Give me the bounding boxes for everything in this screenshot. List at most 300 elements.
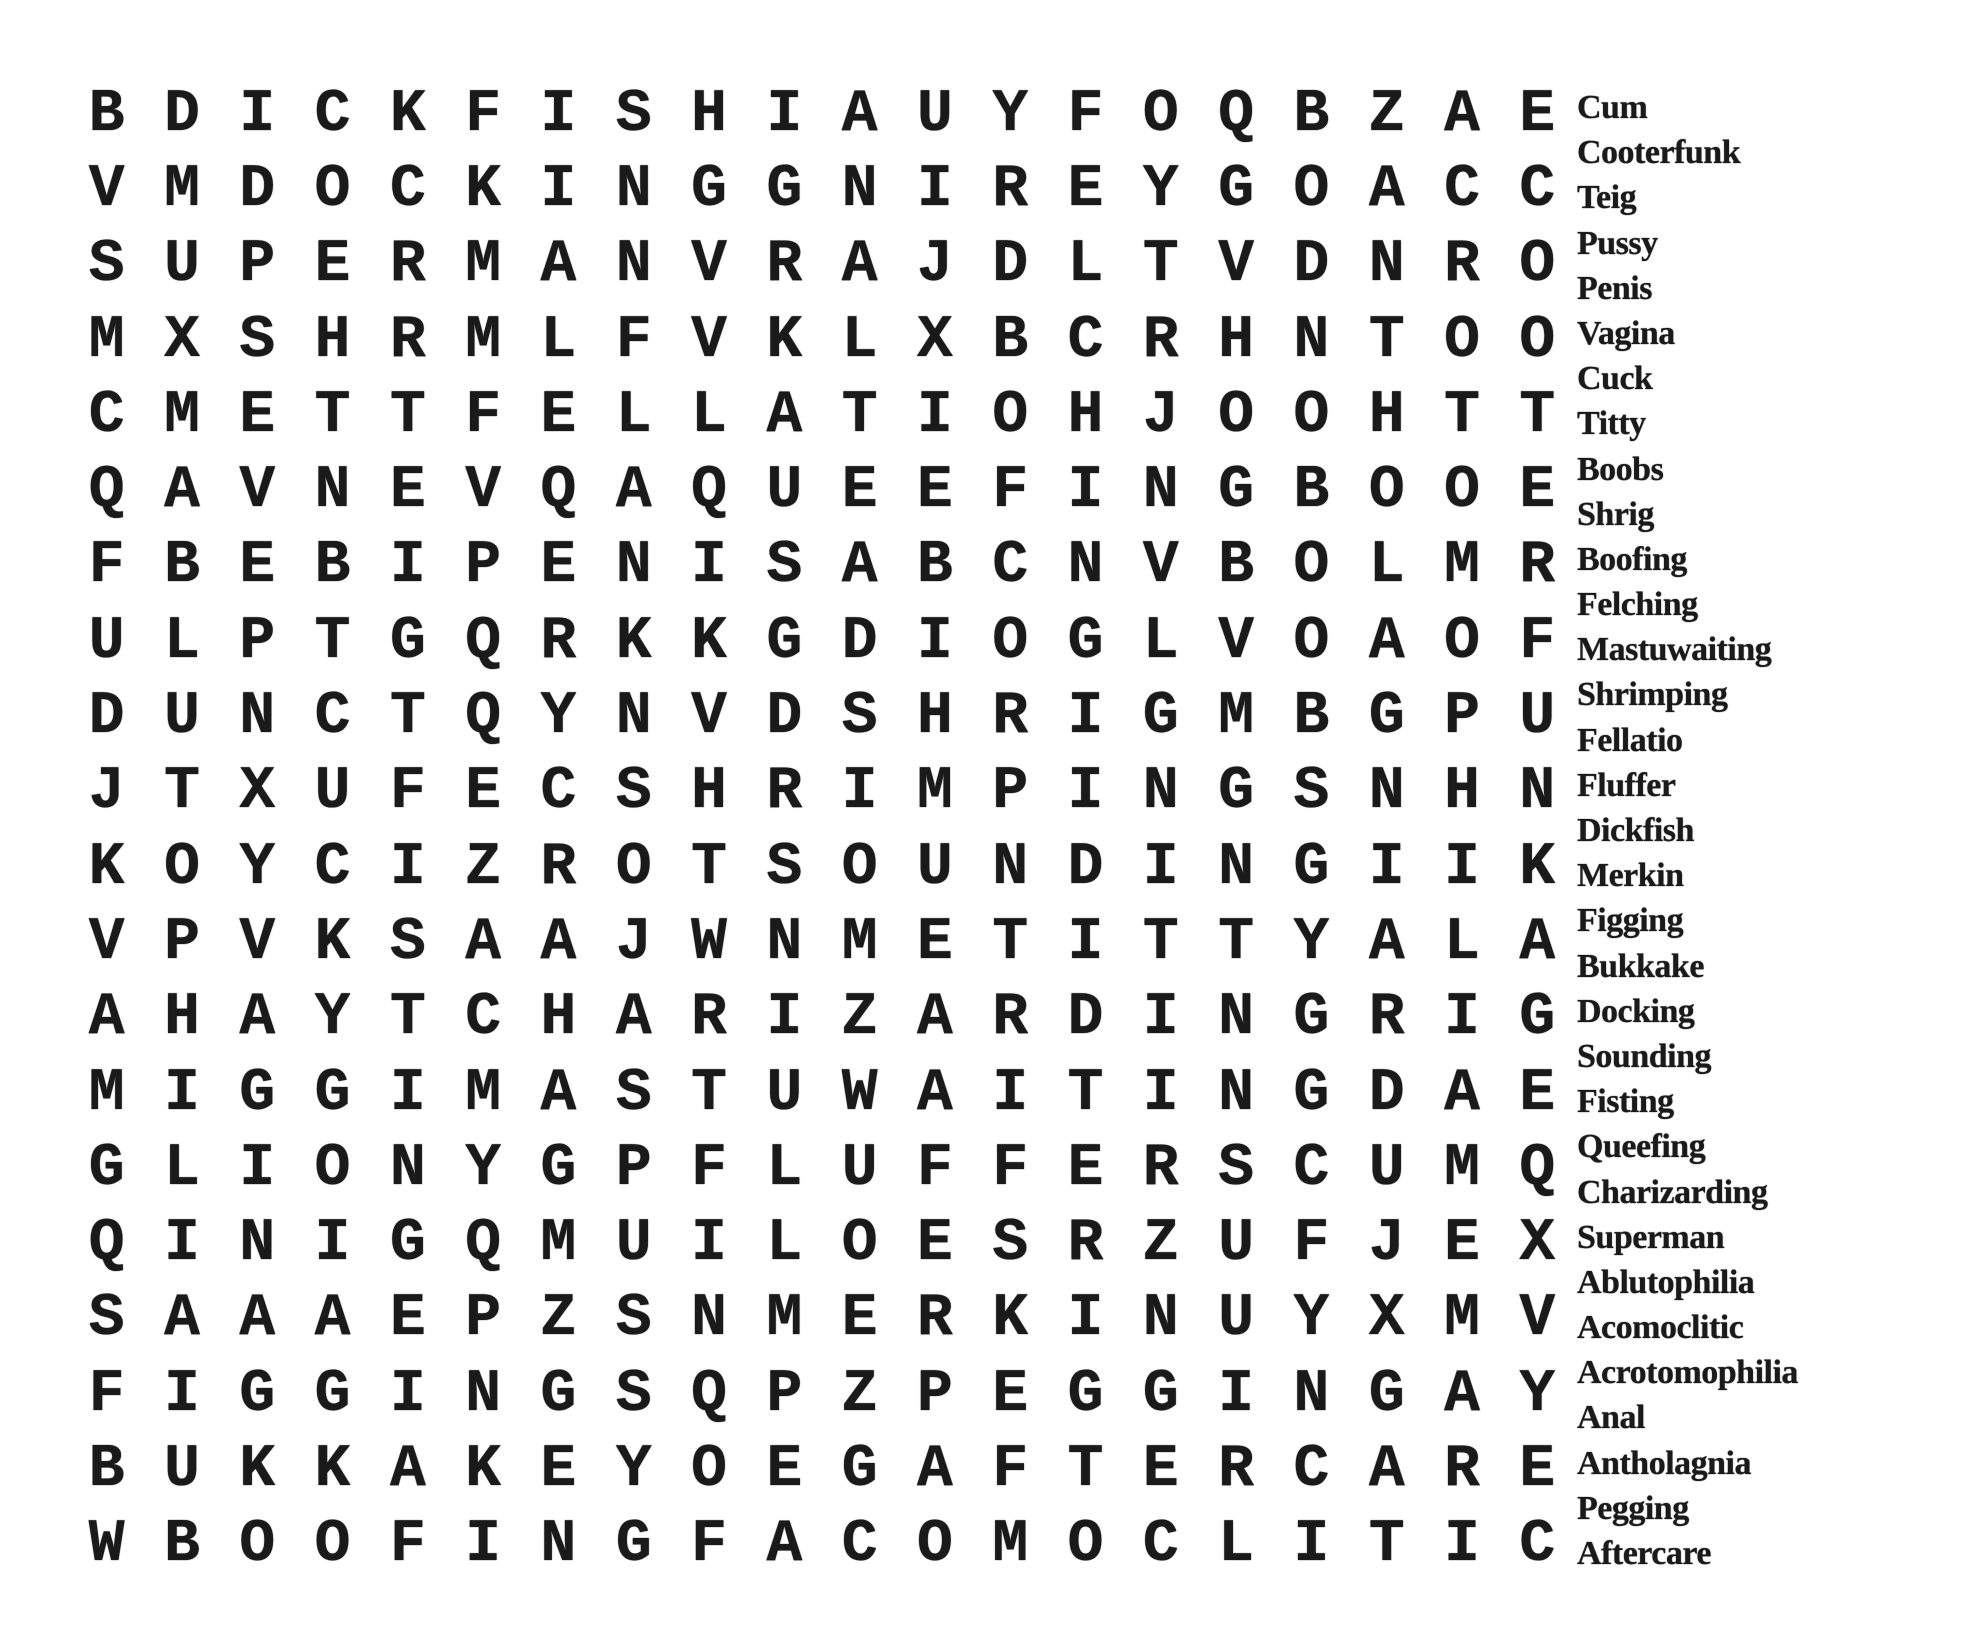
grid-cell: I <box>766 80 803 149</box>
grid-cell: Q <box>465 607 502 676</box>
grid-cell: O <box>239 1511 276 1580</box>
grid-cell: R <box>691 984 728 1053</box>
grid-cell: S <box>615 1059 652 1128</box>
grid-cell: F <box>1293 1210 1330 1279</box>
grid-cell: S <box>841 683 878 752</box>
grid-cell: B <box>1293 457 1330 526</box>
grid-cell: K <box>615 607 652 676</box>
grid-cell: O <box>615 833 652 902</box>
grid-cell: M <box>841 908 878 977</box>
grid-cell: A <box>1443 80 1480 149</box>
word-list-item: Fluffer <box>1577 766 1676 804</box>
grid-cell: F <box>992 1435 1029 1504</box>
grid-cell: O <box>314 1134 351 1203</box>
grid-cell: I <box>389 1059 426 1128</box>
grid-cell: R <box>992 984 1029 1053</box>
grid-cell: G <box>1067 607 1104 676</box>
grid-cell: O <box>1293 607 1330 676</box>
grid-cell: N <box>389 1134 426 1203</box>
grid-row <box>69 604 1575 679</box>
grid-cell: F <box>992 457 1029 526</box>
grid-cell: P <box>239 231 276 300</box>
grid-cell: I <box>1142 833 1179 902</box>
grid-cell: U <box>1519 683 1556 752</box>
grid-cell: M <box>540 1210 577 1279</box>
grid-cell: T <box>1067 1435 1104 1504</box>
grid-cell: O <box>314 155 351 224</box>
grid-cell: I <box>239 1134 276 1203</box>
grid-cell: D <box>1067 984 1104 1053</box>
grid-cell: N <box>691 1285 728 1354</box>
grid-cell: Q <box>691 457 728 526</box>
grid-cell: H <box>314 306 351 375</box>
grid-row <box>69 378 1575 453</box>
grid-cell: R <box>1218 1435 1255 1504</box>
grid-cell: A <box>1368 908 1405 977</box>
grid-row <box>69 905 1575 980</box>
grid-cell: L <box>163 1134 200 1203</box>
grid-cell: M <box>992 1511 1029 1580</box>
grid-cell: M <box>916 758 953 827</box>
grid-cell: E <box>540 1435 577 1504</box>
grid-cell: N <box>841 155 878 224</box>
grid-cell: I <box>1443 984 1480 1053</box>
grid-cell: U <box>1368 1134 1405 1203</box>
grid-cell: G <box>1218 457 1255 526</box>
word-list-item: Fisting <box>1577 1083 1674 1121</box>
grid-cell: I <box>389 833 426 902</box>
grid-cell: G <box>239 1360 276 1429</box>
grid-cell: R <box>540 607 577 676</box>
grid-cell: A <box>916 984 953 1053</box>
letter-grid <box>69 77 1575 1583</box>
grid-row <box>69 830 1575 905</box>
grid-cell: E <box>992 1360 1029 1429</box>
grid-cell: N <box>615 532 652 601</box>
grid-cell: A <box>540 231 577 300</box>
grid-row <box>69 1432 1575 1507</box>
grid-cell: G <box>841 1435 878 1504</box>
grid-cell: G <box>766 607 803 676</box>
grid-cell: N <box>1142 1285 1179 1354</box>
grid-cell: A <box>615 984 652 1053</box>
grid-cell: A <box>540 908 577 977</box>
grid-cell: E <box>389 1285 426 1354</box>
grid-cell: A <box>916 1059 953 1128</box>
word-list-item: Felching <box>1577 586 1698 624</box>
grid-cell: N <box>1218 1059 1255 1128</box>
grid-cell: V <box>1218 607 1255 676</box>
grid-cell: R <box>389 306 426 375</box>
grid-cell: N <box>314 457 351 526</box>
grid-cell: V <box>1218 231 1255 300</box>
word-list-item: Cuck <box>1577 360 1653 398</box>
grid-cell: U <box>1218 1210 1255 1279</box>
grid-cell: I <box>1368 833 1405 902</box>
grid-cell: E <box>1519 457 1556 526</box>
grid-cell: M <box>163 381 200 450</box>
grid-cell: C <box>465 984 502 1053</box>
grid-cell: P <box>239 607 276 676</box>
grid-cell: N <box>239 683 276 752</box>
grid-cell: F <box>1067 80 1104 149</box>
grid-cell: G <box>314 1360 351 1429</box>
grid-cell: U <box>88 607 125 676</box>
grid-cell: B <box>916 532 953 601</box>
grid-cell: F <box>992 1134 1029 1203</box>
grid-cell: P <box>615 1134 652 1203</box>
grid-cell: T <box>314 381 351 450</box>
grid-cell: A <box>239 1285 276 1354</box>
grid-cell: I <box>916 381 953 450</box>
grid-cell: K <box>1519 833 1556 902</box>
grid-cell: Y <box>314 984 351 1053</box>
grid-cell: C <box>1067 306 1104 375</box>
word-list-item: Penis <box>1577 269 1652 307</box>
word-list-item: Boofing <box>1577 540 1687 578</box>
grid-cell: L <box>1218 1511 1255 1580</box>
grid-cell: C <box>841 1511 878 1580</box>
grid-cell: A <box>239 984 276 1053</box>
grid-cell: R <box>1142 306 1179 375</box>
grid-cell: N <box>465 1360 502 1429</box>
grid-cell: V <box>1142 532 1179 601</box>
word-list-item: Antholagnia <box>1577 1444 1751 1482</box>
grid-cell: U <box>766 1059 803 1128</box>
grid-cell: W <box>691 908 728 977</box>
grid-cell: R <box>916 1285 953 1354</box>
grid-cell: R <box>766 231 803 300</box>
grid-cell: G <box>1142 683 1179 752</box>
grid-cell: U <box>163 683 200 752</box>
grid-cell: V <box>691 231 728 300</box>
grid-cell: I <box>1067 457 1104 526</box>
grid-cell: E <box>841 1285 878 1354</box>
grid-cell: N <box>1218 833 1255 902</box>
grid-cell: H <box>1218 306 1255 375</box>
grid-cell: A <box>615 457 652 526</box>
grid-cell: I <box>1067 1285 1104 1354</box>
grid-cell: Y <box>1293 1285 1330 1354</box>
grid-cell: E <box>540 532 577 601</box>
grid-cell: L <box>766 1134 803 1203</box>
grid-cell: T <box>992 908 1029 977</box>
grid-cell: Z <box>540 1285 577 1354</box>
grid-cell: I <box>163 1360 200 1429</box>
word-list-item: Anal <box>1577 1399 1645 1437</box>
grid-cell: I <box>691 532 728 601</box>
grid-cell: S <box>88 1285 125 1354</box>
grid-cell: R <box>1142 1134 1179 1203</box>
grid-cell: F <box>465 381 502 450</box>
grid-cell: N <box>615 155 652 224</box>
word-list-item: Shrimping <box>1577 676 1728 714</box>
grid-cell: H <box>1368 381 1405 450</box>
grid-cell: M <box>766 1285 803 1354</box>
grid-cell: H <box>691 80 728 149</box>
word-list-item: Docking <box>1577 992 1695 1030</box>
grid-cell: D <box>1368 1059 1405 1128</box>
grid-cell: O <box>916 1511 953 1580</box>
grid-cell: A <box>540 1059 577 1128</box>
grid-cell: O <box>691 1435 728 1504</box>
grid-cell: T <box>691 833 728 902</box>
grid-cell: Y <box>1519 1360 1556 1429</box>
grid-cell: U <box>314 758 351 827</box>
grid-cell: T <box>1067 1059 1104 1128</box>
grid-cell: O <box>1293 381 1330 450</box>
grid-cell: S <box>239 306 276 375</box>
grid-cell: O <box>1443 306 1480 375</box>
grid-cell: O <box>1293 532 1330 601</box>
word-list-item: Superman <box>1577 1218 1725 1256</box>
grid-cell: Y <box>615 1435 652 1504</box>
grid-cell: C <box>1293 1435 1330 1504</box>
grid-cell: W <box>88 1511 125 1580</box>
grid-cell: E <box>540 381 577 450</box>
grid-cell: K <box>691 607 728 676</box>
grid-cell: G <box>1293 1059 1330 1128</box>
grid-cell: O <box>841 1210 878 1279</box>
grid-cell: U <box>766 457 803 526</box>
grid-cell: G <box>1218 758 1255 827</box>
grid-cell: V <box>239 908 276 977</box>
grid-cell: E <box>1067 155 1104 224</box>
grid-cell: X <box>1519 1210 1556 1279</box>
grid-cell: G <box>314 1059 351 1128</box>
grid-cell: Z <box>465 833 502 902</box>
grid-cell: N <box>1218 984 1255 1053</box>
grid-cell: W <box>841 1059 878 1128</box>
grid-cell: S <box>1218 1134 1255 1203</box>
grid-cell: H <box>540 984 577 1053</box>
grid-cell: E <box>916 1210 953 1279</box>
grid-row <box>69 453 1575 528</box>
grid-cell: N <box>615 683 652 752</box>
grid-cell: Q <box>540 457 577 526</box>
grid-cell: O <box>992 607 1029 676</box>
grid-cell: H <box>1067 381 1104 450</box>
grid-cell: M <box>1443 1285 1480 1354</box>
grid-cell: I <box>691 1210 728 1279</box>
grid-cell: I <box>163 1210 200 1279</box>
word-list <box>1577 85 1798 1576</box>
grid-cell: T <box>389 984 426 1053</box>
grid-cell: A <box>841 532 878 601</box>
grid-row <box>69 755 1575 830</box>
grid-cell: Y <box>1293 908 1330 977</box>
grid-cell: G <box>1368 683 1405 752</box>
grid-cell: M <box>1218 683 1255 752</box>
grid-cell: T <box>1142 908 1179 977</box>
grid-cell: F <box>465 80 502 149</box>
grid-cell: Q <box>88 457 125 526</box>
grid-cell: D <box>88 683 125 752</box>
grid-cell: I <box>992 1059 1029 1128</box>
word-list-item: Charizarding <box>1577 1173 1768 1211</box>
grid-cell: C <box>1142 1511 1179 1580</box>
grid-cell: O <box>1519 306 1556 375</box>
grid-cell: V <box>465 457 502 526</box>
grid-cell: F <box>88 1360 125 1429</box>
grid-cell: H <box>916 683 953 752</box>
grid-cell: F <box>389 1511 426 1580</box>
grid-cell: B <box>163 1511 200 1580</box>
word-list-item: Acomoclitic <box>1577 1309 1744 1347</box>
grid-cell: S <box>615 80 652 149</box>
grid-cell: C <box>1443 155 1480 224</box>
grid-cell: L <box>1067 231 1104 300</box>
grid-cell: G <box>691 155 728 224</box>
grid-cell: F <box>691 1511 728 1580</box>
grid-cell: H <box>691 758 728 827</box>
grid-row <box>69 1508 1575 1583</box>
grid-cell: N <box>239 1210 276 1279</box>
grid-cell: I <box>1443 833 1480 902</box>
grid-cell: I <box>540 80 577 149</box>
grid-cell: R <box>1519 532 1556 601</box>
grid-cell: I <box>314 1210 351 1279</box>
grid-cell: J <box>88 758 125 827</box>
word-list-item: Cum <box>1577 89 1648 126</box>
grid-cell: D <box>1293 231 1330 300</box>
grid-cell: F <box>615 306 652 375</box>
grid-cell: Y <box>992 80 1029 149</box>
grid-cell: P <box>163 908 200 977</box>
grid-cell: B <box>1218 532 1255 601</box>
grid-cell: L <box>691 381 728 450</box>
grid-cell: C <box>1293 1134 1330 1203</box>
grid-cell: F <box>916 1134 953 1203</box>
grid-cell: T <box>314 607 351 676</box>
grid-cell: E <box>465 758 502 827</box>
grid-cell: K <box>239 1435 276 1504</box>
grid-cell: N <box>615 231 652 300</box>
grid-cell: H <box>163 984 200 1053</box>
grid-cell: A <box>163 1285 200 1354</box>
grid-row <box>69 1357 1575 1432</box>
grid-cell: N <box>540 1511 577 1580</box>
grid-cell: X <box>239 758 276 827</box>
grid-cell: A <box>1368 607 1405 676</box>
word-list-item: Teig <box>1577 179 1637 217</box>
grid-row <box>69 77 1575 152</box>
grid-cell: N <box>1142 457 1179 526</box>
grid-cell: A <box>163 457 200 526</box>
grid-cell: K <box>766 306 803 375</box>
grid-cell: I <box>389 532 426 601</box>
grid-cell: G <box>1293 984 1330 1053</box>
grid-cell: I <box>1067 908 1104 977</box>
grid-cell: N <box>1293 1360 1330 1429</box>
grid-cell: I <box>766 984 803 1053</box>
grid-cell: D <box>239 155 276 224</box>
grid-cell: R <box>1443 231 1480 300</box>
grid-cell: L <box>1368 532 1405 601</box>
grid-cell: A <box>88 984 125 1053</box>
grid-cell: K <box>88 833 125 902</box>
grid-cell: B <box>88 1435 125 1504</box>
grid-cell: M <box>163 155 200 224</box>
word-list-item: Vagina <box>1577 314 1675 352</box>
grid-cell: E <box>1519 80 1556 149</box>
grid-cell: L <box>1443 908 1480 977</box>
grid-cell: I <box>841 758 878 827</box>
grid-cell: T <box>1443 381 1480 450</box>
grid-cell: Q <box>1218 80 1255 149</box>
grid-cell: S <box>615 758 652 827</box>
grid-cell: A <box>1368 155 1405 224</box>
grid-cell: B <box>992 306 1029 375</box>
grid-cell: C <box>88 381 125 450</box>
grid-cell: N <box>1368 231 1405 300</box>
grid-cell: C <box>389 155 426 224</box>
grid-cell: N <box>1293 306 1330 375</box>
grid-cell: M <box>465 1059 502 1128</box>
grid-cell: A <box>465 908 502 977</box>
grid-cell: S <box>389 908 426 977</box>
grid-cell: V <box>88 908 125 977</box>
grid-cell: E <box>314 231 351 300</box>
grid-cell: A <box>1368 1435 1405 1504</box>
grid-cell: A <box>1443 1360 1480 1429</box>
grid-cell: O <box>1519 231 1556 300</box>
grid-cell: M <box>465 231 502 300</box>
word-list-item: Cooterfunk <box>1577 134 1741 172</box>
grid-cell: E <box>1067 1134 1104 1203</box>
grid-cell: L <box>540 306 577 375</box>
grid-cell: G <box>389 1210 426 1279</box>
grid-row <box>69 152 1575 227</box>
grid-cell: O <box>1293 155 1330 224</box>
grid-cell: R <box>1368 984 1405 1053</box>
grid-cell: I <box>239 80 276 149</box>
grid-cell: K <box>992 1285 1029 1354</box>
grid-cell: I <box>465 1511 502 1580</box>
grid-cell: I <box>916 607 953 676</box>
grid-cell: U <box>163 1435 200 1504</box>
grid-row <box>69 1131 1575 1206</box>
grid-cell: U <box>841 1134 878 1203</box>
grid-cell: K <box>465 155 502 224</box>
grid-cell: O <box>1218 381 1255 450</box>
grid-cell: Q <box>691 1360 728 1429</box>
word-list-item: Queefing <box>1577 1128 1706 1166</box>
grid-cell: E <box>916 457 953 526</box>
grid-cell: V <box>88 155 125 224</box>
grid-cell: A <box>841 231 878 300</box>
grid-cell: V <box>1519 1285 1556 1354</box>
grid-cell: E <box>239 381 276 450</box>
grid-cell: Y <box>465 1134 502 1203</box>
grid-cell: X <box>163 306 200 375</box>
grid-cell: A <box>389 1435 426 1504</box>
grid-cell: S <box>766 532 803 601</box>
grid-cell: R <box>992 155 1029 224</box>
grid-cell: Y <box>239 833 276 902</box>
grid-row <box>69 1206 1575 1281</box>
grid-cell: C <box>540 758 577 827</box>
grid-cell: Q <box>1519 1134 1556 1203</box>
word-list-item: Mastuwaiting <box>1577 631 1772 669</box>
grid-cell: I <box>916 155 953 224</box>
grid-cell: R <box>389 231 426 300</box>
grid-cell: N <box>766 908 803 977</box>
grid-cell: Q <box>465 1210 502 1279</box>
grid-cell: K <box>314 1435 351 1504</box>
grid-row <box>69 228 1575 303</box>
grid-cell: R <box>992 683 1029 752</box>
